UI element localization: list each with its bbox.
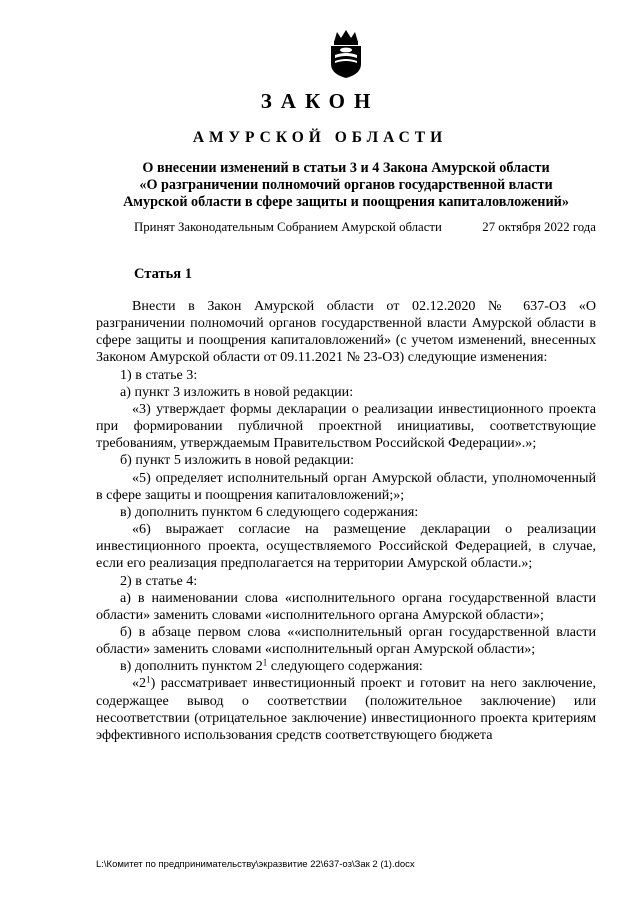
paragraph: а) пункт 3 изложить в новой редакции: (120, 383, 354, 400)
footer-file-path: L:\Комитет по предпринимательству\экразвитие 22\637-оз\Зак 2 (1).docx (96, 859, 415, 870)
text-fragment: ) рассматривает инвестиционный проект и готовит на него заключение, содержащее вывод о соответствии (положительное заключение) или несоответствии (отрицательное заключение) инвестиционного проекта критериям эффективного использования средств соответствующего бюджета (96, 675, 596, 743)
subject-line: О внесении изменений в статьи 3 и 4 Закона Амурской области (142, 160, 550, 176)
paragraph: 2) в статье 4: (120, 572, 198, 589)
paragraph: б) пункт 5 изложить в новой редакции: (120, 452, 355, 469)
amur-region-coat-of-arms-icon (326, 28, 366, 80)
adoption-line (134, 219, 596, 235)
superscript: 1 (146, 674, 151, 685)
paragraph: «6) выражает согласие на размещение декларации о реализации инвестиционного проекта, осуществляемого Российской Федерацией, в случае, если его реализация предполагается на территории Амурской области.»; (96, 521, 596, 572)
paragraph: «5) определяет исполнительный орган Амурской области, уполномоченный в сфере защиты и поощрения капиталовложений;»; (96, 469, 596, 503)
paragraph (96, 675, 596, 744)
article-body (96, 298, 596, 744)
paragraph: в) дополнить пунктом 6 следующего содержания: (120, 503, 419, 520)
paragraph: Внести в Закон Амурской области от 02.12.2020 № 637-ОЗ «О разграничении полномочий органов государственной власти Амурской области в сфере защиты и поощрения капиталовложений» (с учетом изменений, внесенных Законом Амурской области от 09.11.2021 № 23-ОЗ) следующие изменения: (96, 298, 596, 366)
region-title: АМУРСКОЙ ОБЛАСТИ (192, 129, 448, 146)
article-heading: Статья 1 (134, 266, 192, 282)
adopted-date: 27 октября 2022 года (482, 220, 596, 234)
text-fragment: следующего содержания: (267, 658, 423, 675)
subject-line: «О разграничении полномочий органов государственной власти (139, 177, 553, 193)
paragraph: б) в абзаце первом слова ««исполнительный орган государственной власти области» заменить словами «исполнительный орган Амурской области»; (96, 623, 596, 658)
paragraph: 1) в статье 3: (120, 366, 198, 383)
superscript: 1 (262, 657, 268, 668)
law-title: ЗАКОН (260, 89, 380, 113)
law-subject (96, 160, 596, 211)
paragraph: «3) утверждает формы декларации о реализации инвестиционного проекта при формировании публичной проектной инициативы, соответствующие требованиям, утверждаемым Правительством Российской Федерации».»; (96, 400, 596, 452)
text-fragment: в) дополнить пунктом 2 (120, 658, 263, 675)
paragraph (96, 658, 596, 675)
text-fragment: «2 (132, 675, 147, 692)
adopted-by: Принят Законодательным Собранием Амурской области (134, 220, 442, 234)
paragraph: а) в наименовании слова «исполнительного органа государственной власти области» заменить словами «исполнительного органа Амурской области»; (96, 589, 596, 623)
subject-line: Амурской области в сфере защиты и поощрения капиталовложений» (123, 194, 569, 210)
